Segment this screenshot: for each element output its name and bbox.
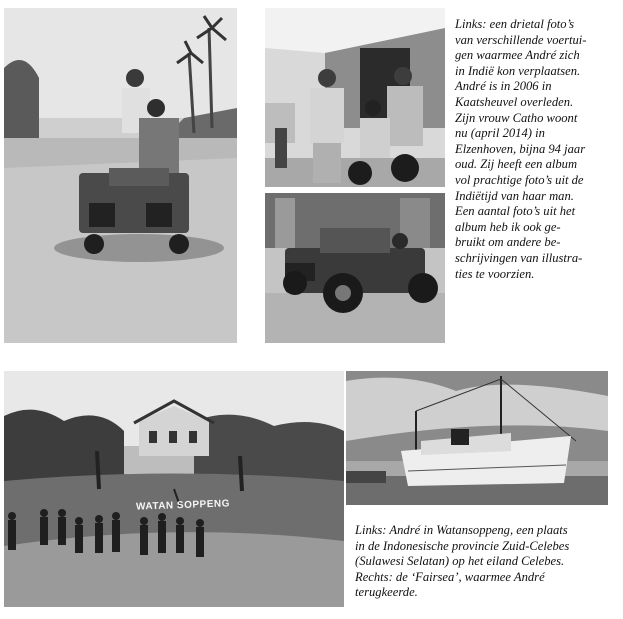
caption-line: Links: André in Watansoppeng, een plaats (355, 523, 568, 537)
caption-line: Zijn vrouw Catho woont (455, 110, 578, 125)
caption-line: oud. Zij heeft een album (455, 157, 578, 172)
caption-line: Kaatsheuvel overleden. (455, 94, 574, 109)
photo-sign-text: WATAN SOPPENG (135, 498, 231, 513)
caption-line: van verschillende voertui- (455, 32, 587, 47)
photo-three-men-building (265, 8, 445, 187)
caption-line: gen waarmee André zich (455, 48, 580, 63)
caption-watansoppeng-ship (355, 523, 611, 601)
caption-line: vol prachtige foto’s uit de (455, 172, 584, 187)
photo-watansoppeng-group (4, 371, 344, 607)
caption-line: schrijvingen van illustra- (455, 250, 583, 265)
photo-jeep (265, 193, 445, 343)
caption-line: (Sulawesi Selatan) op het eiland Celebes. (355, 554, 565, 569)
caption-line: ties te voorzien. (455, 266, 535, 281)
caption-line: André is in 2006 in (455, 79, 552, 94)
caption-line: terugkeerde. (355, 585, 418, 600)
caption-line: Indiëtijd van haar man. (455, 188, 574, 203)
caption-line: Rechts: de ‘Fairsea’, waarmee André (355, 569, 545, 584)
caption-line: album heb ik ook ge- (455, 219, 561, 234)
caption-line: Links: een drietal foto’s (455, 17, 575, 31)
caption-line: Elzenhoven, bijna 94 jaar (455, 141, 586, 156)
caption-line: Een aantal foto’s uit het (455, 204, 576, 219)
photo-ship-fairsea (346, 371, 608, 505)
caption-vehicles (455, 17, 611, 282)
photo-sidecar-vehicle (4, 8, 237, 343)
caption-line: nu (april 2014) in (455, 126, 545, 141)
caption-line: bruikt om andere be- (455, 235, 561, 250)
caption-line: in Indië kon verplaatsen. (455, 63, 581, 78)
caption-line: in de Indonesische provincie Zuid-Celebes (355, 538, 570, 553)
